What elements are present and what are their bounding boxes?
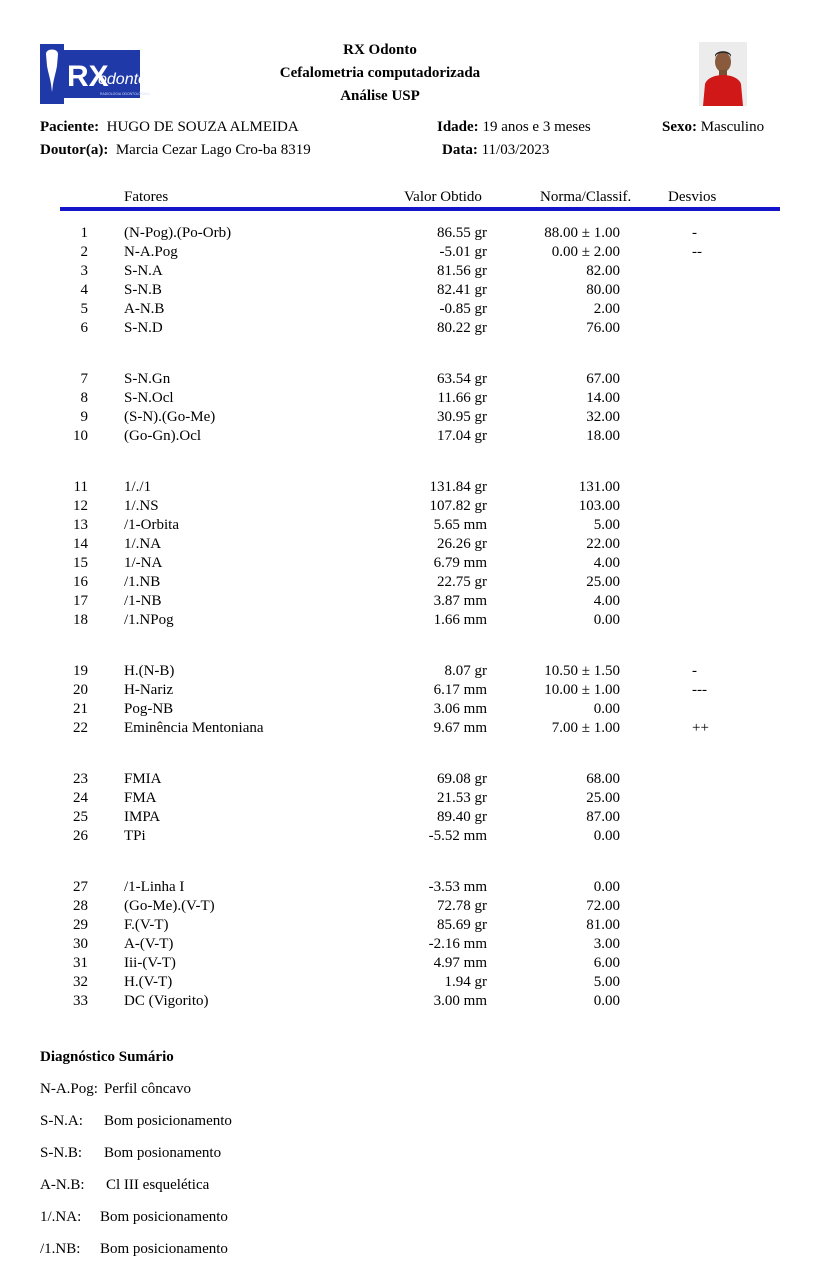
row-norm: 32.00 [586, 409, 620, 425]
diagnostic-key: N-A.Pog: [40, 1081, 98, 1097]
diagnostic-value: Cl III esquelética [106, 1177, 210, 1193]
table-row [0, 720, 840, 739]
row-number: 32 [73, 974, 88, 990]
col-header-fatores: Fatores [124, 189, 169, 205]
table-row [0, 790, 840, 809]
date-label: Data: [442, 142, 478, 158]
header-divider [60, 207, 780, 211]
row-factor: Eminência Mentoniana [124, 720, 264, 736]
row-value: 30.95 gr [437, 409, 487, 425]
row-factor: 1/.NS [124, 498, 159, 514]
row-factor: A-N.B [124, 301, 165, 317]
row-factor: 1/.NA [124, 536, 162, 552]
row-value: 1.94 gr [444, 974, 487, 990]
table-row [0, 879, 840, 898]
row-value: -0.85 gr [439, 301, 487, 317]
row-number: 3 [80, 263, 88, 279]
diagnostic-value: Bom posicionamento [100, 1241, 228, 1257]
table-row [0, 898, 840, 917]
patient-name: HUGO DE SOUZA ALMEIDA [106, 119, 299, 135]
row-number: 4 [80, 282, 88, 298]
row-value: -2.16 mm [428, 936, 487, 952]
row-value: 6.79 mm [433, 555, 487, 571]
row-value: 81.56 gr [437, 263, 487, 279]
table-row [0, 301, 840, 320]
row-factor: /1.NPog [124, 612, 174, 628]
rx-odonto-logo [40, 42, 150, 106]
row-value: 63.54 gr [437, 371, 487, 387]
table-row [0, 917, 840, 936]
row-number: 24 [73, 790, 88, 806]
row-norm: 87.00 [586, 809, 620, 825]
diagnostic-key: /1.NB: [40, 1241, 81, 1257]
row-value: 9.67 mm [433, 720, 487, 736]
sex-label: Sexo: [662, 119, 697, 135]
svg-text:odonto: odonto [98, 71, 147, 88]
row-value: 6.17 mm [433, 682, 487, 698]
row-number: 8 [80, 390, 88, 406]
doctor-label: Doutor(a): [40, 142, 109, 158]
table-row [0, 282, 840, 301]
row-number: 1 [80, 225, 88, 241]
row-value: 21.53 gr [437, 790, 487, 806]
row-number: 12 [73, 498, 88, 514]
row-value: 80.22 gr [437, 320, 487, 336]
diagnostic-key: 1/.NA: [40, 1209, 82, 1225]
diagnostic-item [40, 1113, 232, 1130]
row-value: 3.00 mm [433, 993, 487, 1009]
doctor-field [40, 142, 311, 159]
row-norm: 25.00 [586, 574, 620, 590]
row-norm: 5.00 [593, 974, 620, 990]
table-row [0, 936, 840, 955]
row-value: -3.53 mm [428, 879, 487, 895]
row-norm: 10.00 ± 1.00 [544, 682, 620, 698]
row-norm: 5.00 [593, 517, 620, 533]
row-factor: FMA [124, 790, 157, 806]
row-number: 15 [73, 555, 88, 571]
row-value: -5.52 mm [428, 828, 487, 844]
row-norm: 82.00 [586, 263, 620, 279]
table-row [0, 428, 840, 447]
table-row [0, 225, 840, 244]
row-norm: 76.00 [586, 320, 620, 336]
row-factor: S-N.A [124, 263, 163, 279]
table-row [0, 663, 840, 682]
table-row [0, 555, 840, 574]
row-norm: 67.00 [586, 371, 620, 387]
row-norm: 0.00 [593, 701, 620, 717]
row-norm: 4.00 [593, 555, 620, 571]
row-value: 11.66 gr [437, 390, 487, 406]
table-row [0, 263, 840, 282]
row-factor: N-A.Pog [124, 244, 178, 260]
row-norm: 80.00 [586, 282, 620, 298]
diagnostic-item [40, 1081, 191, 1098]
row-norm: 7.00 ± 1.00 [551, 720, 620, 736]
svg-text:RX: RX [67, 60, 109, 93]
analysis-name: Análise USP [340, 88, 420, 104]
row-norm: 0.00 ± 2.00 [551, 244, 620, 260]
row-number: 19 [73, 663, 88, 679]
row-value: 89.40 gr [437, 809, 487, 825]
table-row [0, 409, 840, 428]
row-number: 2 [80, 244, 88, 260]
row-factor: (N-Pog).(Po-Orb) [124, 225, 232, 241]
row-number: 9 [80, 409, 88, 425]
row-number: 17 [73, 593, 88, 609]
patient-name-field [40, 119, 299, 136]
table-row [0, 771, 840, 790]
diagnostic-key: S-N.B: [40, 1145, 83, 1161]
row-norm: 25.00 [586, 790, 620, 806]
table-row [0, 371, 840, 390]
row-factor: (Go-Me).(V-T) [124, 898, 215, 914]
clinic-name: RX Odonto [343, 42, 417, 58]
row-norm: 0.00 [593, 612, 620, 628]
row-value: 26.26 gr [437, 536, 487, 552]
row-factor: S-N.D [124, 320, 163, 336]
row-value: 131.84 gr [429, 479, 487, 495]
table-row [0, 682, 840, 701]
row-value: 86.55 gr [437, 225, 487, 241]
row-norm: 81.00 [586, 917, 620, 933]
row-value: 3.87 mm [433, 593, 487, 609]
age-field [437, 119, 591, 136]
row-number: 5 [80, 301, 88, 317]
row-factor: FMIA [124, 771, 162, 787]
diagnostic-item [40, 1209, 228, 1226]
row-deviation: - [692, 225, 697, 241]
row-number: 16 [73, 574, 88, 590]
row-deviation: ++ [692, 720, 709, 736]
table-row [0, 536, 840, 555]
row-value: 1.66 mm [433, 612, 487, 628]
row-factor: /1-Orbita [124, 517, 179, 533]
diagnostic-item [40, 1145, 221, 1162]
row-number: 11 [73, 479, 88, 495]
diagnostic-value: Bom posicionamento [104, 1113, 232, 1129]
row-norm: 10.50 ± 1.50 [544, 663, 620, 679]
row-factor: /1-Linha I [124, 879, 185, 895]
row-factor: A-(V-T) [124, 936, 174, 952]
row-norm: 103.00 [578, 498, 620, 514]
table-row [0, 390, 840, 409]
row-factor: H.(N-B) [124, 663, 175, 679]
row-deviation: --- [692, 682, 707, 698]
row-norm: 14.00 [586, 390, 620, 406]
row-factor: 1/./1 [124, 479, 152, 495]
row-value: -5.01 gr [439, 244, 487, 260]
row-number: 14 [73, 536, 88, 552]
row-value: 3.06 mm [433, 701, 487, 717]
row-number: 6 [80, 320, 88, 336]
row-number: 26 [73, 828, 88, 844]
diagnostic-value: Bom posionamento [104, 1145, 222, 1161]
age-label: Idade: [437, 119, 479, 135]
report-type: Cefalometria computadorizada [279, 65, 481, 81]
table-row [0, 612, 840, 631]
row-norm: 68.00 [586, 771, 620, 787]
row-factor: /1-NB [124, 593, 162, 609]
row-factor: F.(V-T) [124, 917, 169, 933]
row-number: 29 [73, 917, 88, 933]
row-value: 82.41 gr [437, 282, 487, 298]
row-number: 18 [73, 612, 88, 628]
row-factor: (Go-Gn).Ocl [124, 428, 202, 444]
row-norm: 4.00 [593, 593, 620, 609]
row-factor: 1/-NA [124, 555, 163, 571]
row-factor: Iii-(V-T) [124, 955, 176, 971]
table-row [0, 574, 840, 593]
table-row [0, 593, 840, 612]
diagnostic-key: S-N.A: [40, 1113, 83, 1129]
sex-value: Masculino [700, 119, 765, 135]
diagnostic-title: Diagnóstico Sumário [40, 1049, 174, 1065]
row-value: 4.97 mm [433, 955, 487, 971]
table-row [0, 498, 840, 517]
patient-label: Paciente: [40, 119, 100, 135]
age-value: 19 anos e 3 meses [482, 119, 591, 135]
table-row [0, 809, 840, 828]
row-norm: 0.00 [593, 993, 620, 1009]
row-value: 107.82 gr [429, 498, 487, 514]
row-norm: 18.00 [586, 428, 620, 444]
row-factor: DC (Vigorito) [124, 993, 209, 1009]
table-row [0, 993, 840, 1012]
row-number: 28 [73, 898, 88, 914]
row-number: 31 [73, 955, 88, 971]
row-number: 27 [73, 879, 88, 895]
row-number: 21 [73, 701, 88, 717]
row-norm: 131.00 [578, 479, 620, 495]
row-norm: 0.00 [593, 828, 620, 844]
row-value: 85.69 gr [437, 917, 487, 933]
row-factor: S-N.Gn [124, 371, 171, 387]
row-norm: 0.00 [593, 879, 620, 895]
col-header-norma: Norma/Classif. [540, 189, 632, 205]
diagnostic-value: Bom posicionamento [100, 1209, 228, 1225]
table-row [0, 479, 840, 498]
row-factor: S-N.B [124, 282, 162, 298]
row-value: 72.78 gr [437, 898, 487, 914]
row-factor: Pog-NB [124, 701, 174, 717]
diagnostic-value: Perfil côncavo [104, 1081, 192, 1097]
row-number: 7 [80, 371, 88, 387]
row-factor: (S-N).(Go-Me) [124, 409, 216, 425]
row-factor: S-N.Ocl [124, 390, 174, 406]
svg-text:RADIOLOGIA ODONTOLÓGICA: RADIOLOGIA ODONTOLÓGICA [100, 92, 150, 96]
table-row [0, 320, 840, 339]
row-deviation: - [692, 663, 697, 679]
sex-field [662, 119, 764, 136]
row-norm: 22.00 [586, 536, 620, 552]
row-factor: TPi [124, 828, 146, 844]
row-value: 5.65 mm [433, 517, 487, 533]
row-factor: H.(V-T) [124, 974, 173, 990]
row-number: 13 [73, 517, 88, 533]
row-value: 8.07 gr [444, 663, 487, 679]
diagnostic-key: A-N.B: [40, 1177, 85, 1193]
row-norm: 72.00 [586, 898, 620, 914]
table-row [0, 517, 840, 536]
row-number: 10 [73, 428, 88, 444]
col-header-desvios: Desvios [668, 189, 717, 205]
col-header-valor: Valor Obtido [404, 189, 482, 205]
row-value: 69.08 gr [437, 771, 487, 787]
doctor-name: Marcia Cezar Lago Cro-ba 8319 [115, 142, 311, 158]
row-factor: IMPA [124, 809, 161, 825]
diagnostic-item [40, 1241, 228, 1258]
row-factor: /1.NB [124, 574, 161, 590]
row-number: 23 [73, 771, 88, 787]
table-row [0, 701, 840, 720]
row-norm: 3.00 [593, 936, 620, 952]
row-factor: H-Nariz [124, 682, 174, 698]
row-number: 25 [73, 809, 88, 825]
row-norm: 88.00 ± 1.00 [544, 225, 620, 241]
table-row [0, 828, 840, 847]
table-row [0, 244, 840, 263]
table-row [0, 974, 840, 993]
row-number: 20 [73, 682, 88, 698]
patient-photo [699, 42, 747, 106]
row-number: 30 [73, 936, 88, 952]
row-value: 22.75 gr [437, 574, 487, 590]
row-number: 22 [73, 720, 88, 736]
row-value: 17.04 gr [437, 428, 487, 444]
row-norm: 2.00 [593, 301, 620, 317]
row-deviation: -- [692, 244, 702, 260]
row-norm: 6.00 [593, 955, 620, 971]
date-field [442, 142, 549, 159]
table-row [0, 955, 840, 974]
date-value: 11/03/2023 [481, 142, 550, 158]
row-number: 33 [73, 993, 88, 1009]
diagnostic-item [40, 1177, 209, 1194]
